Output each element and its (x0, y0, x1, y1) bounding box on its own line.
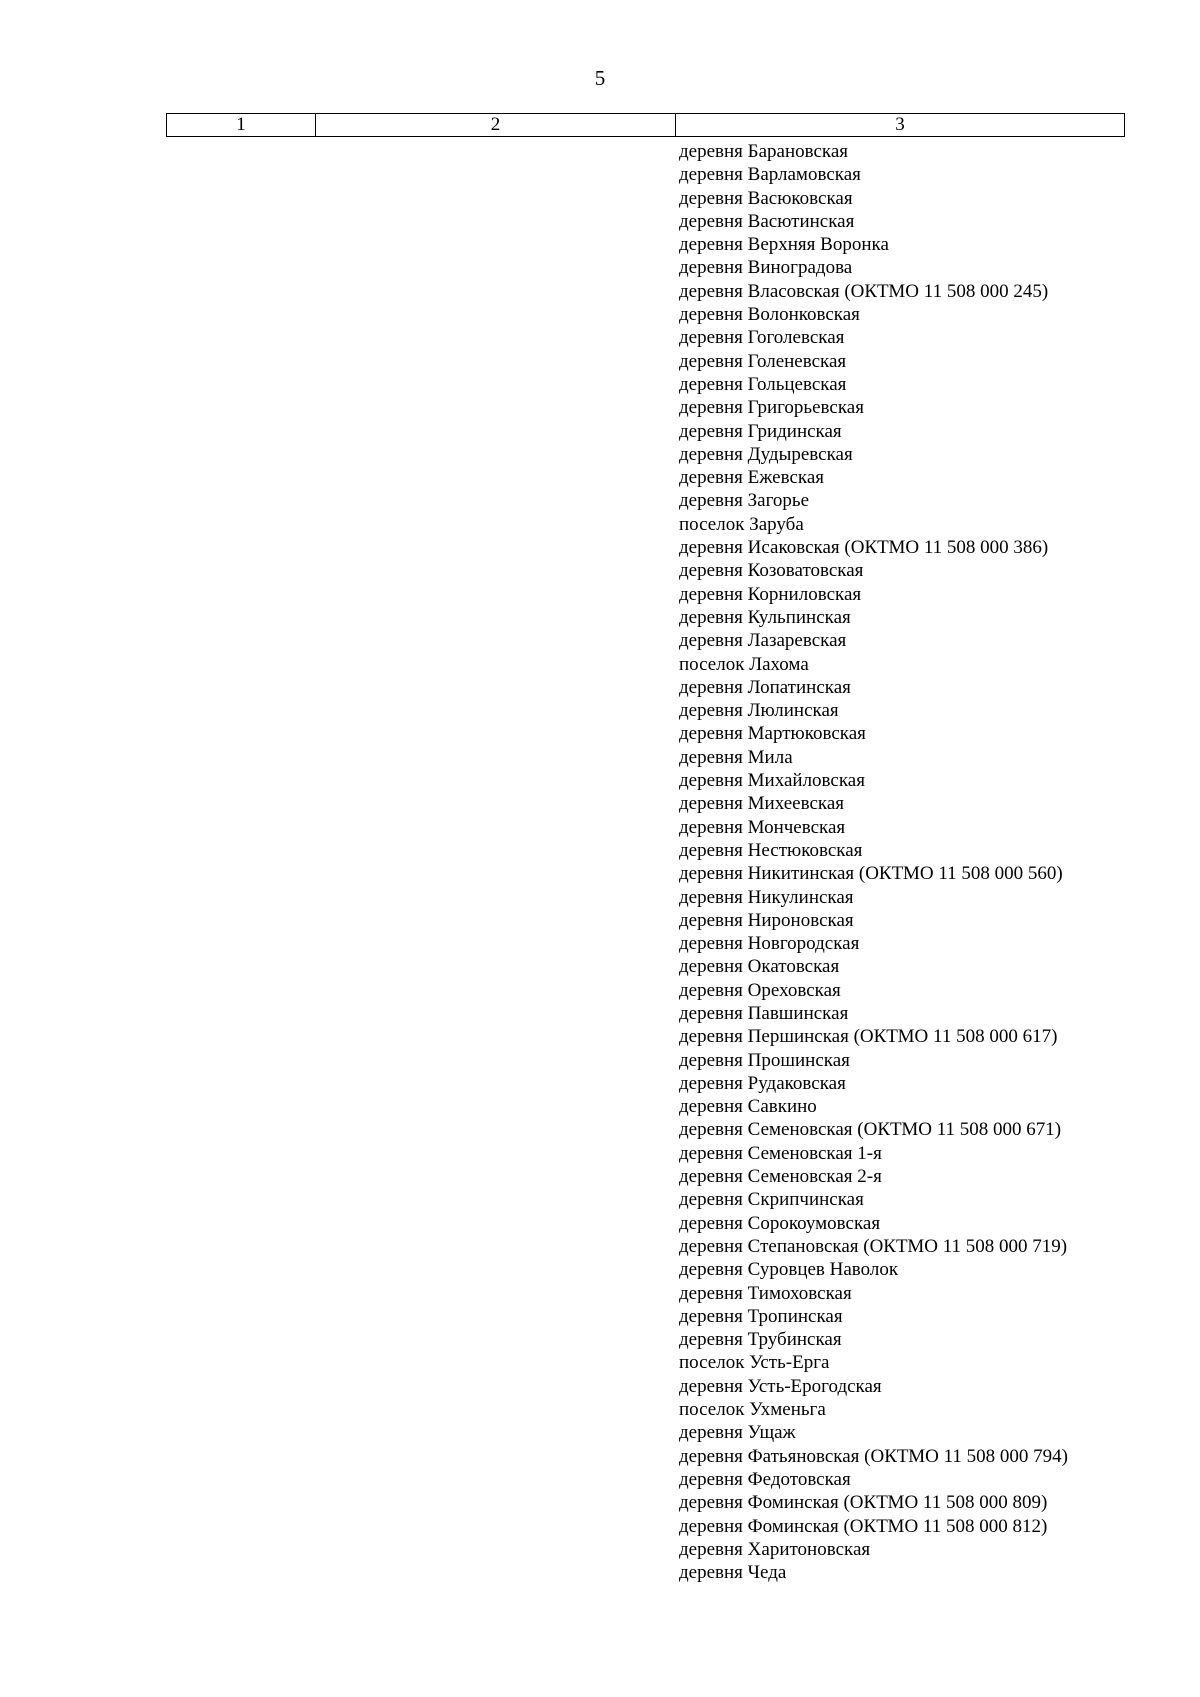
settlement-list-item: деревня Чеда (679, 1562, 787, 1584)
settlement-list-item: деревня Савкино (679, 1096, 817, 1118)
settlement-list-item: деревня Трубинская (679, 1329, 842, 1351)
settlement-list-item: деревня Усть-Ерогодская (679, 1375, 882, 1397)
settlement-list-item: деревня Фоминская (ОКТМО 11 508 000 812) (679, 1515, 1048, 1537)
settlement-list-item: поселок Ухменьга (679, 1399, 826, 1421)
settlement-list-item: деревня Загорье (679, 490, 810, 512)
settlement-list-item: деревня Голеневская (679, 350, 847, 372)
settlement-list-item: деревня Скрипчинская (679, 1189, 864, 1211)
settlement-list-item: деревня Новгородская (679, 933, 860, 955)
settlement-list-item: деревня Першинская (ОКТМО 11 508 000 617) (679, 1026, 1058, 1048)
settlement-list-item: деревня Власовская (ОКТМО 11 508 000 245) (679, 280, 1049, 302)
settlement-list-item: деревня Семеновская 1-я (679, 1142, 882, 1164)
settlement-list-item: деревня Окатовская (679, 956, 840, 978)
settlement-list-item: деревня Мартюковская (679, 723, 866, 745)
settlement-list-item: деревня Михеевская (679, 793, 845, 815)
settlement-list-item: деревня Никитинская (ОКТМО 11 508 000 560) (679, 863, 1063, 885)
settlement-list-item: деревня Варламовская (679, 164, 861, 186)
settlement-list (679, 140, 1139, 1584)
settlement-list-item: деревня Исаковская (ОКТМО 11 508 000 386) (679, 537, 1049, 559)
settlement-list-item: деревня Григорьевская (679, 397, 864, 419)
settlement-list-item: деревня Тимоховская (679, 1282, 852, 1304)
settlement-list-item: деревня Михайловская (679, 770, 865, 792)
settlement-list-item: деревня Гоголевская (679, 327, 845, 349)
settlement-list-item: деревня Тропинская (679, 1305, 843, 1327)
settlement-list-item: деревня Никулинская (679, 886, 854, 908)
settlement-list-item: деревня Лопатинская (679, 676, 851, 698)
settlement-list-item: деревня Дудыревская (679, 443, 853, 465)
settlement-list-item: поселок Заруба (679, 513, 804, 535)
page-number: 5 (594, 66, 606, 90)
settlement-list-item: деревня Харитоновская (679, 1538, 871, 1560)
settlement-list-item: деревня Ежевская (679, 467, 824, 489)
column-header-2: 2 (316, 114, 676, 137)
settlement-list-item: деревня Семеновская (ОКТМО 11 508 000 671) (679, 1119, 1062, 1141)
column-header-1: 1 (167, 114, 316, 137)
settlement-list-item: деревня Степановская (ОКТМО 11 508 000 719) (679, 1235, 1068, 1257)
settlement-list-item: деревня Волонковская (679, 304, 860, 326)
settlement-list-item: деревня Лазаревская (679, 630, 847, 652)
settlement-list-item: деревня Нироновская (679, 909, 854, 931)
settlement-list-item: деревня Суровцев Наволок (679, 1259, 899, 1281)
settlement-list-item: деревня Ущаж (679, 1422, 796, 1444)
settlement-list-item: деревня Виноградова (679, 257, 853, 279)
column-header-3: 3 (676, 114, 1125, 137)
settlement-list-item: деревня Прошинская (679, 1049, 850, 1071)
settlement-list-item: деревня Павшинская (679, 1002, 849, 1024)
settlement-list-item: деревня Барановская (679, 141, 849, 162)
settlement-list-item: деревня Фоминская (ОКТМО 11 508 000 809) (679, 1492, 1048, 1514)
settlement-list-item: деревня Мончевская (679, 816, 846, 838)
settlement-list-item: деревня Федотовская (679, 1468, 851, 1490)
settlement-list-item: деревня Рудаковская (679, 1072, 846, 1094)
settlement-list-item: деревня Мила (679, 746, 793, 768)
settlement-list-item: поселок Усть-Ерга (679, 1352, 830, 1374)
settlement-list-item: деревня Фатьяновская (ОКТМО 11 508 000 794) (679, 1445, 1068, 1467)
settlement-list-item: деревня Верхняя Воронка (679, 234, 889, 256)
column-header-row (167, 114, 1125, 137)
settlement-list-item: деревня Корниловская (679, 583, 862, 605)
settlement-list-item: деревня Ореховская (679, 979, 841, 1001)
settlement-list-item: деревня Васюковская (679, 187, 853, 209)
column-header-table (166, 113, 1125, 137)
settlement-list-item: деревня Васютинская (679, 210, 855, 232)
settlement-list-item: деревня Сорокоумовская (679, 1212, 881, 1234)
settlement-list-item: деревня Гридинская (679, 420, 842, 442)
settlement-list-item: деревня Гольцевская (679, 373, 847, 395)
settlement-list-item: деревня Козоватовская (679, 560, 864, 582)
settlement-list-item: поселок Лахома (679, 653, 809, 675)
settlement-list-item: деревня Нестюковская (679, 839, 863, 861)
settlement-list-item: деревня Кульпинская (679, 606, 851, 628)
settlement-list-item: деревня Люлинская (679, 700, 839, 722)
settlement-list-item: деревня Семеновская 2-я (679, 1166, 882, 1188)
